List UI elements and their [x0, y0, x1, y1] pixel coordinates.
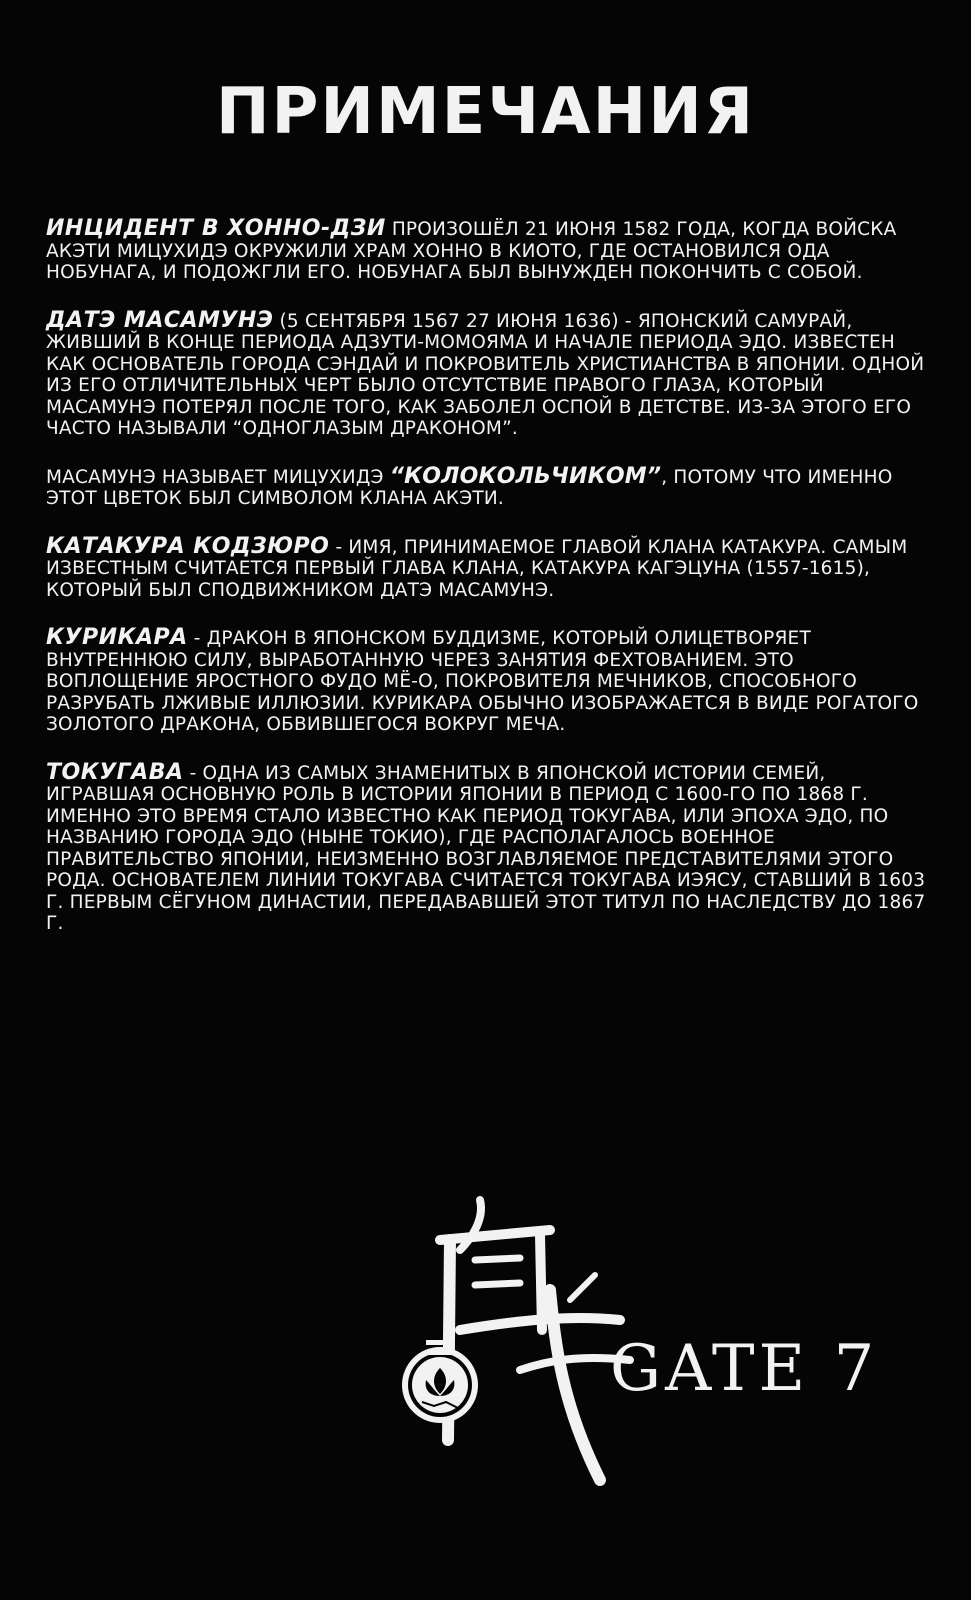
note-text: - ИМЯ, ПРИНИМАЕМОЕ ГЛАВОЙ КЛАНА КАТАКУРА. САМЫМ ИЗВЕСТНЫМ СЧИТАЕТСЯ ПЕРВЫЙ ГЛАВА КЛАНА, КАТАКУРА КАГЭЦУНА (1557-1615), КОТОРЫЙ БЫЛ СПОДВИЖНИКОМ ДАТЭ МАСАМУНЭ. [46, 536, 908, 601]
lotus-emblem-icon [402, 1340, 478, 1423]
note-term: ДАТЭ МАСАМУНЭ [46, 307, 274, 333]
note-emphasis: “КОЛОКОЛЬЧИКОМ” [389, 463, 662, 489]
notes-section [46, 218, 926, 961]
calligraphy-strokes [440, 1200, 630, 1480]
note-term: ИНЦИДЕНТ В ХОННО-ДЗИ [46, 216, 386, 241]
note-text: , ПОТОМУ ЧТО ИМЕННО ЭТОТ ЦВЕТОК БЫЛ СИМВОЛОМ КЛАНА АКЭТИ. [46, 466, 893, 509]
note-text: (5 СЕНТЯБРЯ 1567 27 ИЮНЯ 1636) - ЯПОНСКИЙ САМУРАЙ, ЖИВШИЙ В КОНЦЕ ПЕРИОДА АДЗУТИ-МОМОЯМА И НАЧАЛЕ ПЕРИОДА ЭДО. ИЗВЕСТЕН КАК ОСНОВАТЕЛЬ ГОРОДА СЭНДАЙ И ПОКРОВИТЕЛЬ ХРИСТИАНСТВА В ЯПОНИИ. ОДНОЙ ИЗ ЕГО ОТЛИЧИТЕЛЬНЫХ ЧЕРТ БЫЛО ОТСУТСТВИЕ ПРАВОГО ГЛАЗА, КОТОРЫЙ МАСАМУНЭ ПОТЕРЯЛ ПОСЛЕ ТОГО, КАК ЗАБОЛЕЛ ОСПОЙ В ДЕТСТВЕ. ИЗ-ЗА ЭТОГО ЕГО ЧАСТО НАЗЫВАЛИ “ОДНОГЛАЗЫМ ДРАКОНОМ”. [46, 310, 925, 439]
note-term: ТОКУГАВА [46, 759, 184, 785]
note-bellflower [46, 463, 926, 510]
note-text: МАСАМУНЭ НАЗЫВАЕТ МИЦУХИДЭ [46, 466, 390, 488]
gate7-logo [400, 1180, 920, 1500]
note-kurikara [46, 627, 926, 736]
note-honnoji [46, 218, 926, 284]
logo-text: GATE 7 [610, 1332, 879, 1406]
note-term: КАТАКУРА КОДЗЮРО [46, 533, 330, 559]
note-term: КУРИКАРА [46, 625, 188, 650]
note-tokugawa [46, 759, 926, 935]
note-masamune [46, 307, 926, 440]
note-text: ПРОИЗОШЁЛ 21 ИЮНЯ 1582 ГОДА, КОГДА ВОЙСКА АКЭТИ МИЦУХИДЭ ОКРУЖИЛИ ХРАМ ХОННО В КИОТО, ГДЕ ОСТАНОВИЛСЯ ОДА НОБУНАГА, И ПОДОЖГЛИ ЕГО. НОБУНАГА БЫЛ ВЫНУЖДЕН ПОКОНЧИТЬ С СОБОЙ. [46, 219, 897, 283]
note-katakura [46, 533, 926, 602]
page-title: ПРИМЕЧАНИЯ [215, 75, 756, 149]
note-text: - ДРАКОН В ЯПОНСКОМ БУДДИЗМЕ, КОТОРЫЙ ОЛИЦЕТВОРЯЕТ ВНУТРЕННЮЮ СИЛУ, ВЫРАБОТАННУЮ ЧЕРЕЗ ЗАНЯТИЯ ФЕХТОВАНИЕМ. ЭТО ВОПЛОЩЕНИЕ ЯРОСТНОГО ФУДО МЁ-О, ПОКРОВИТЕЛЯ МЕЧНИКОВ, СПОСОБНОГО РАЗРУБАТЬ ЛЖИВЫЕ ИЛЛЮЗИИ. КУРИКАРА ОБЫЧНО ИЗОБРАЖАЕТСЯ В ВИДЕ РОГАТОГО ЗОЛОТОГО ДРАКОНА, ОБВИВШЕГОСЯ ВОКРУГ МЕЧА. [46, 628, 919, 735]
note-text: - ОДНА ИЗ САМЫХ ЗНАМЕНИТЫХ В ЯПОНСКОЙ ИСТОРИИ СЕМЕЙ, ИГРАВШАЯ ОСНОВНУЮ РОЛЬ В ИСТОРИИ ЯПОНИИ В ПЕРИОД С 1600-ГО ПО 1868 Г. ИМЕННО ЭТО ВРЕМЯ СТАЛО ИЗВЕСТНО КАК ПЕРИОД ТОКУГАВА, ИЛИ ЭПОХА ЭДО, ПО НАЗВАНИЮ ГОРОДА ЭДО (НЫНЕ ТОКИО), ГДЕ РАСПОЛАГАЛОСЬ ВОЕННОЕ ПРАВИТЕЛЬСТВО ЯПОНИИ, НЕИЗМЕННО ВОЗГЛАВЛЯЕМОЕ ПРЕДСТАВИТЕЛЯМИ ЭТОГО РОДА. ОСНОВАТЕЛЕМ ЛИНИИ ТОКУГАВА СЧИТАЕТСЯ ТОКУГАВА ИЭЯСУ, СТАВШИЙ В 1603 Г. ПЕРВЫМ СЁГУНОМ ДИНАСТИИ, ПЕРЕДАВАВШЕЙ ЭТОТ ТИТУЛ ПО НАСЛЕДСТВУ ДО 1867 Г. [46, 762, 926, 934]
gate7-logo-graphic [400, 1180, 920, 1500]
